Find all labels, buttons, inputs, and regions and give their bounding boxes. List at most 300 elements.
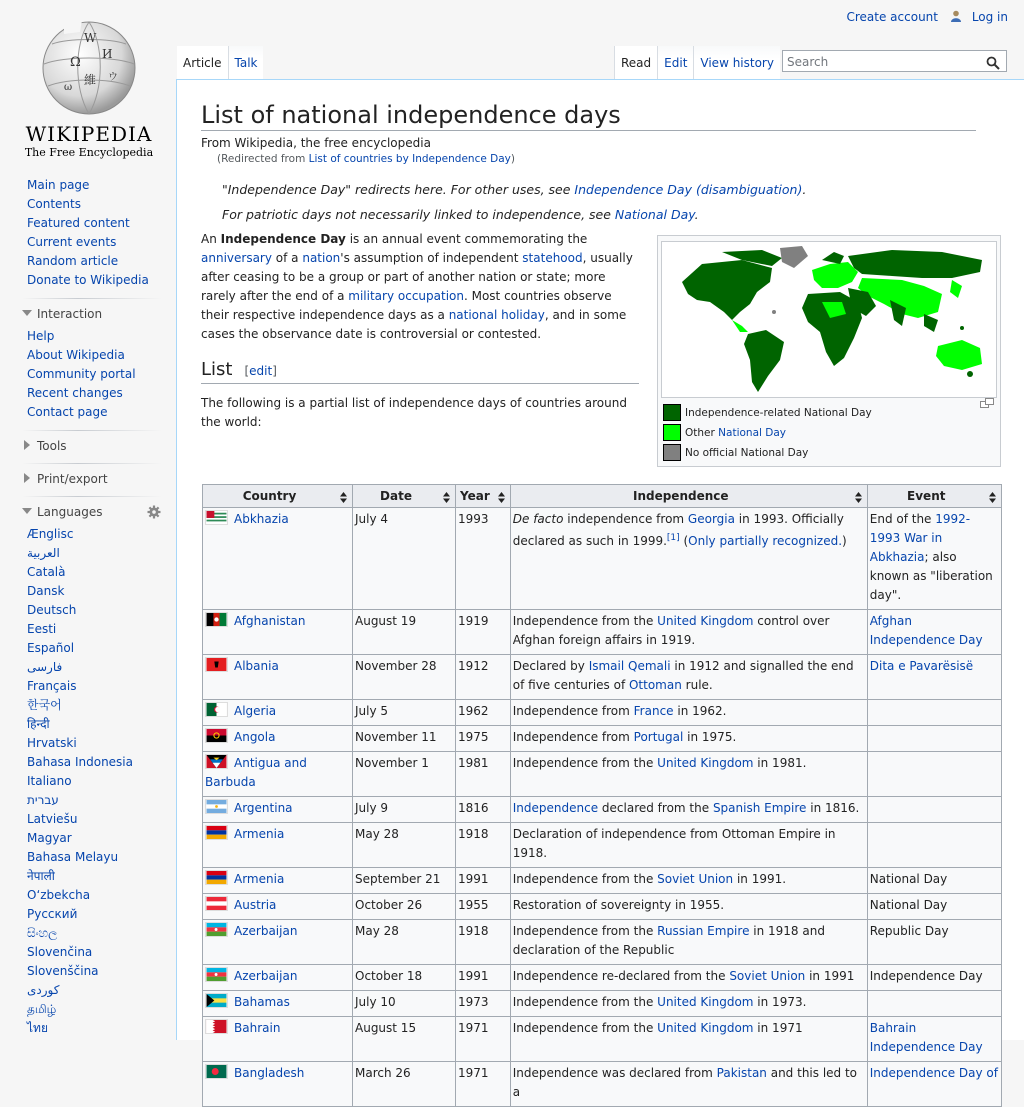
languages-heading[interactable]: Languages xyxy=(22,503,161,521)
wikipedia-logo[interactable] xyxy=(22,14,156,159)
country-link[interactable]: Bahrain xyxy=(234,1021,281,1035)
section-edit: [edit] xyxy=(244,364,277,378)
country-cell xyxy=(203,797,353,823)
user-icon xyxy=(950,10,962,22)
cell-link[interactable]: United Kingdom xyxy=(657,1021,754,1035)
cell-text: in 1971 xyxy=(753,1021,803,1035)
independence-cell xyxy=(510,1062,867,1107)
sidebar-item-current-events[interactable]: Current events xyxy=(27,235,117,249)
cell-link[interactable]: Bahrain Independence Day xyxy=(869,1021,983,1054)
language-link[interactable]: Latviešu xyxy=(27,812,78,826)
language-item xyxy=(27,525,176,544)
logo-tagline: The Free Encyclopedia xyxy=(24,146,154,159)
language-link[interactable]: Dansk xyxy=(27,584,65,598)
site-subtitle: From Wikipedia, the free encyclopedia xyxy=(201,136,431,150)
collapsed-arrow-icon xyxy=(24,473,30,483)
year-cell: 1975 xyxy=(456,726,511,752)
year-cell: 1816 xyxy=(456,797,511,823)
cell-link[interactable]: Georgia xyxy=(687,512,735,526)
language-link[interactable]: فارسی xyxy=(27,660,63,674)
cell-text: in 1912 and signalled the end of five centuries of xyxy=(512,659,854,692)
language-link[interactable]: தமிழ் xyxy=(27,1002,57,1016)
interaction-menu xyxy=(0,327,176,422)
year-cell: 1918 xyxy=(456,920,511,965)
azerbaijan-flag-icon[interactable] xyxy=(205,922,228,937)
table-row xyxy=(203,991,1002,1017)
sidebar-item-featured-content[interactable]: Featured content xyxy=(27,216,130,230)
cell-text: in 1918 and declaration of the Republic xyxy=(512,924,825,957)
language-item xyxy=(27,810,176,829)
svg-text:維: 維 xyxy=(84,73,97,87)
date-cell: August 19 xyxy=(353,610,456,655)
language-item xyxy=(27,905,176,924)
language-link[interactable]: Eesti xyxy=(27,622,57,636)
language-item xyxy=(27,829,176,848)
legend-national-day-link[interactable]: National Day xyxy=(718,426,786,439)
cell-text: Independence Day xyxy=(869,969,983,983)
country-cell xyxy=(203,508,353,610)
country-link[interactable]: Algeria xyxy=(234,704,277,718)
event-cell xyxy=(867,752,1001,797)
country-link[interactable]: Albania xyxy=(234,659,279,673)
date-header[interactable]: Date xyxy=(353,485,456,508)
country-header[interactable]: Country xyxy=(203,485,353,508)
logo-wordmark: WIKIPEDIA xyxy=(25,122,153,146)
bahrain-flag-icon[interactable] xyxy=(205,1019,228,1034)
tab-view-history[interactable]: View history xyxy=(694,46,780,79)
language-link[interactable]: Español xyxy=(27,641,75,655)
language-item xyxy=(27,962,176,981)
cell-link[interactable]: Russian Empire xyxy=(657,924,750,938)
create-account-link[interactable]: Create account xyxy=(846,10,938,24)
anniversary-link[interactable]: anniversary xyxy=(201,251,272,265)
cell-text: ( xyxy=(679,534,689,548)
austria-flag-icon[interactable] xyxy=(205,896,228,911)
cell-text: ; also known as "liberation day". xyxy=(869,550,993,602)
national-holiday-link[interactable]: national holiday xyxy=(448,308,545,322)
gear-icon[interactable] xyxy=(147,505,161,519)
cell-link[interactable]: Dita e Pavarësisë xyxy=(869,659,974,673)
year-cell: 1971 xyxy=(456,1017,511,1062)
date-cell: September 21 xyxy=(353,868,456,894)
year-cell: 1991 xyxy=(456,965,511,991)
cell-link[interactable]: Ottoman xyxy=(628,678,682,692)
page-title: List of national independence days xyxy=(201,100,976,131)
cell-link[interactable]: Afghan Independence Day xyxy=(869,614,983,647)
cell-link[interactable]: Portugal xyxy=(633,730,684,744)
cell-link[interactable]: Spanish Empire xyxy=(712,801,807,815)
sidebar-item-community-portal[interactable]: Community portal xyxy=(27,367,136,381)
statehood-link[interactable]: statehood xyxy=(522,251,583,265)
language-item xyxy=(27,677,176,696)
table-row xyxy=(203,920,1002,965)
language-item xyxy=(27,753,176,772)
event-cell xyxy=(867,1017,1001,1062)
language-link[interactable]: Bahasa Indonesia xyxy=(27,755,133,769)
language-item xyxy=(27,848,176,867)
abkhazia-flag-icon[interactable] xyxy=(205,510,228,525)
language-item xyxy=(27,601,176,620)
language-link[interactable]: Català xyxy=(27,565,66,579)
language-link[interactable]: 한국어 xyxy=(27,698,62,712)
sidebar-item-help[interactable]: Help xyxy=(27,329,55,343)
country-cell xyxy=(203,1017,353,1062)
cell-text: Republic Day xyxy=(869,924,949,938)
country-link[interactable]: Azerbaijan xyxy=(234,969,298,983)
country-cell xyxy=(203,655,353,700)
language-item xyxy=(27,582,176,601)
language-link[interactable]: O‘zbekcha xyxy=(27,888,91,902)
language-link[interactable]: עברית xyxy=(27,793,59,807)
language-item xyxy=(27,658,176,677)
independence-cell xyxy=(510,752,867,797)
language-item xyxy=(27,563,176,582)
date-cell: November 1 xyxy=(353,752,456,797)
language-item xyxy=(27,943,176,962)
hatnote-disambiguation: "Independence Day" redirects here. For other uses, see Independence Day (disambiguation). xyxy=(222,182,807,197)
bahamas-flag-icon[interactable] xyxy=(205,993,228,1008)
tab-article[interactable]: Article xyxy=(177,46,229,79)
independence-cell xyxy=(510,700,867,726)
svg-text:Ω: Ω xyxy=(70,55,81,70)
armenia-flag-icon[interactable] xyxy=(205,825,228,840)
albania-flag-icon[interactable] xyxy=(205,657,228,672)
print-export-heading[interactable]: Print/export xyxy=(22,470,176,488)
language-link[interactable]: Français xyxy=(27,679,77,693)
cell-link[interactable]: Only partially recognized. xyxy=(688,534,843,548)
event-cell xyxy=(867,894,1001,920)
event-cell xyxy=(867,797,1001,823)
language-item xyxy=(27,772,176,791)
tools-heading[interactable]: Tools xyxy=(22,437,176,455)
cell-link[interactable]: Independence xyxy=(512,801,599,815)
language-link[interactable]: العربية xyxy=(27,546,60,560)
tab-talk[interactable]: Talk xyxy=(229,46,264,79)
independence-days-table xyxy=(202,484,1002,1107)
country-cell xyxy=(203,894,353,920)
event-cell xyxy=(867,700,1001,726)
language-item xyxy=(27,696,176,715)
language-link[interactable]: ไทย xyxy=(27,1021,48,1035)
cell-text: in 1816. xyxy=(806,801,860,815)
independence-cell xyxy=(510,920,867,965)
nation-link[interactable]: nation xyxy=(302,251,341,265)
puzzle-globe-icon xyxy=(34,14,144,116)
language-link[interactable]: नेपाली xyxy=(27,869,55,883)
cell-text: Declaration of independence from Ottoman Empire in 1918. xyxy=(512,827,836,860)
language-item xyxy=(27,886,176,905)
date-cell: July 5 xyxy=(353,700,456,726)
armenia-flag-icon[interactable] xyxy=(205,870,228,885)
cell-text: Independence from the xyxy=(512,756,658,770)
disambiguation-link[interactable]: Independence Day (disambiguation) xyxy=(574,182,803,197)
view-tabs xyxy=(614,46,780,79)
svg-text:ウ: ウ xyxy=(108,72,118,83)
country-link[interactable]: Armenia xyxy=(234,872,285,886)
cell-link[interactable]: Soviet Union xyxy=(657,872,734,886)
language-item xyxy=(27,791,176,810)
event-cell xyxy=(867,610,1001,655)
date-cell: November 28 xyxy=(353,655,456,700)
year-header[interactable]: Year xyxy=(456,485,511,508)
event-header[interactable]: Event xyxy=(867,485,1001,508)
country-link[interactable]: Azerbaijan xyxy=(234,924,298,938)
independence-cell xyxy=(510,508,867,610)
table-row xyxy=(203,1017,1002,1062)
legend-swatch xyxy=(663,404,681,421)
sidebar-item-about[interactable]: About Wikipedia xyxy=(27,348,125,362)
enlarge-icon[interactable] xyxy=(980,398,994,408)
independence-cell xyxy=(510,1017,867,1062)
year-cell: 1962 xyxy=(456,700,511,726)
cell-text: Independence from xyxy=(512,730,634,744)
cell-link[interactable]: 1992-1993 War in Abkhazia xyxy=(869,512,971,564)
personal-tools xyxy=(838,10,1008,24)
cell-text: Independence re-declared from the xyxy=(512,969,730,983)
language-link[interactable]: کوردی xyxy=(27,983,60,997)
independence-cell xyxy=(510,610,867,655)
language-link[interactable]: Deutsch xyxy=(27,603,77,617)
cell-text: Independence was declared from xyxy=(512,1066,717,1080)
table-body xyxy=(203,508,1002,1107)
svg-text:ω: ω xyxy=(64,82,73,93)
independence-cell xyxy=(510,894,867,920)
sidebar-item-contact-page[interactable]: Contact page xyxy=(27,405,108,419)
legend-other: Other National Day xyxy=(663,424,786,441)
cell-text: control over Afghan foreign affairs in 1919. xyxy=(512,614,830,647)
table-row xyxy=(203,508,1002,610)
svg-text:И: И xyxy=(102,47,113,61)
language-link[interactable]: हिन्दी xyxy=(27,717,50,731)
argentina-flag-icon[interactable] xyxy=(205,799,228,814)
cell-link[interactable]: Ismail Qemali xyxy=(588,659,671,673)
sort-icon xyxy=(498,492,505,503)
sidebar-navigation xyxy=(0,176,176,290)
table-row xyxy=(203,1062,1002,1107)
redirect-link[interactable]: List of countries by Independence Day xyxy=(308,153,511,165)
sidebar xyxy=(0,176,176,1038)
cell-text: Independence from the xyxy=(512,1021,658,1035)
cell-text: Independence from the xyxy=(512,995,658,1009)
cell-text: in 1991 xyxy=(805,969,855,983)
date-cell: May 28 xyxy=(353,823,456,868)
country-link[interactable]: Abkhazia xyxy=(234,512,289,526)
country-link[interactable]: Angola xyxy=(234,730,276,744)
tab-edit[interactable]: Edit xyxy=(658,46,694,79)
year-cell: 1981 xyxy=(456,752,511,797)
military-occupation-link[interactable]: military occupation xyxy=(348,289,464,303)
algeria-flag-icon[interactable] xyxy=(205,702,228,717)
expanded-arrow-icon xyxy=(22,310,32,316)
table-row xyxy=(203,797,1002,823)
sidebar-item-main-page[interactable]: Main page xyxy=(27,178,90,192)
sidebar-divider xyxy=(22,430,162,431)
national-day-link[interactable]: National Day xyxy=(614,207,695,222)
independence-cell xyxy=(510,965,867,991)
independence-cell xyxy=(510,797,867,823)
cell-italic: De facto xyxy=(512,512,564,526)
cell-link[interactable]: United Kingdom xyxy=(657,756,754,770)
language-list xyxy=(0,525,176,1038)
login-link[interactable]: Log in xyxy=(950,10,1008,24)
event-cell xyxy=(867,1062,1001,1107)
language-link[interactable]: Ænglisc xyxy=(27,527,74,541)
year-cell: 1993 xyxy=(456,508,511,610)
afghanistan-flag-icon[interactable] xyxy=(205,612,228,627)
section-intro: The following is a partial list of independence days of countries around the world: xyxy=(201,396,627,429)
date-cell: October 26 xyxy=(353,894,456,920)
cell-text: End of the xyxy=(869,512,936,526)
country-link[interactable]: Armenia xyxy=(234,827,285,841)
svg-text:W: W xyxy=(84,31,97,45)
sidebar-item-donate[interactable]: Donate to Wikipedia xyxy=(27,273,149,287)
independence-cell xyxy=(510,726,867,752)
sort-icon xyxy=(340,492,347,503)
intro-paragraph: An Independence Day is an annual event commemorating the anniversary of a nation's assumption of independent statehood, usually after ceasing to be a group or part of another nation or state; more rarely after the end of a military occupation. Most countries observe their respective independence days as a national holiday, and in some cases the observance date is controversial or contested. xyxy=(201,232,633,341)
cell-text: Independence from the xyxy=(512,614,658,628)
year-cell: 1912 xyxy=(456,655,511,700)
legend-none: No official National Day xyxy=(663,444,808,461)
date-cell: August 15 xyxy=(353,1017,456,1062)
bangladesh-flag-icon[interactable] xyxy=(205,1064,228,1079)
year-cell: 1991 xyxy=(456,868,511,894)
language-item xyxy=(27,639,176,658)
cell-text: ) xyxy=(842,534,847,548)
language-item xyxy=(27,867,176,886)
independence-header[interactable]: Independence xyxy=(510,485,867,508)
language-item xyxy=(27,734,176,753)
country-cell xyxy=(203,726,353,752)
independence-cell xyxy=(510,823,867,868)
event-cell xyxy=(867,726,1001,752)
language-link[interactable]: Bahasa Melayu xyxy=(27,850,119,864)
language-item xyxy=(27,620,176,639)
date-cell: July 9 xyxy=(353,797,456,823)
date-cell: July 10 xyxy=(353,991,456,1017)
cell-link[interactable]: France xyxy=(633,704,674,718)
sidebar-item-recent-changes[interactable]: Recent changes xyxy=(27,386,123,400)
legend-independence: Independence-related National Day xyxy=(663,404,872,421)
language-link[interactable]: Русский xyxy=(27,907,78,921)
azerbaijan-flag-icon[interactable] xyxy=(205,967,228,982)
interaction-heading[interactable]: Interaction xyxy=(22,305,176,323)
year-cell: 1955 xyxy=(456,894,511,920)
country-link[interactable]: Bangladesh xyxy=(234,1066,305,1080)
main-content xyxy=(176,79,1024,1099)
language-link[interactable]: Slovenčina xyxy=(27,945,93,959)
cell-link[interactable]: United Kingdom xyxy=(657,614,754,628)
search-icon[interactable] xyxy=(986,56,1000,70)
world-map-icon xyxy=(662,242,996,397)
angola-flag-icon[interactable] xyxy=(205,728,228,743)
table-row xyxy=(203,610,1002,655)
sort-icon xyxy=(989,492,996,503)
search-input[interactable] xyxy=(783,52,981,72)
language-link[interactable]: සිංහල xyxy=(27,926,58,940)
sidebar-item-random-article[interactable]: Random article xyxy=(27,254,119,268)
tab-read[interactable]: Read xyxy=(614,46,658,79)
language-link[interactable]: Magyar xyxy=(27,831,72,845)
sidebar-divider xyxy=(22,496,162,497)
cell-text: National Day xyxy=(869,872,948,886)
cell-link[interactable]: Independence Day of xyxy=(869,1066,998,1080)
cell-text: rule. xyxy=(681,678,713,692)
language-item xyxy=(27,715,176,734)
search-box xyxy=(782,50,1007,72)
event-cell xyxy=(867,868,1001,894)
date-cell: July 4 xyxy=(353,508,456,610)
language-item xyxy=(27,1000,176,1019)
collapsed-arrow-icon xyxy=(24,440,30,450)
country-link[interactable]: Argentina xyxy=(234,801,293,815)
antigua-flag-icon[interactable] xyxy=(205,754,228,769)
cell-text: in 1962. xyxy=(673,704,727,718)
country-link[interactable]: Austria xyxy=(234,898,277,912)
sidebar-divider xyxy=(22,298,162,299)
event-cell xyxy=(867,508,1001,610)
legend-swatch xyxy=(663,424,681,441)
country-cell xyxy=(203,920,353,965)
event-cell xyxy=(867,920,1001,965)
country-link[interactable]: Bahamas xyxy=(234,995,290,1009)
date-cell: November 11 xyxy=(353,726,456,752)
date-cell: October 18 xyxy=(353,965,456,991)
section-edit-link[interactable]: edit xyxy=(249,364,273,378)
cell-text: in 1981. xyxy=(753,756,807,770)
language-item xyxy=(27,924,176,943)
year-cell: 1918 xyxy=(456,823,511,868)
cell-link[interactable]: Pakistan xyxy=(716,1066,767,1080)
date-cell: May 28 xyxy=(353,920,456,965)
table-row xyxy=(203,868,1002,894)
event-cell xyxy=(867,655,1001,700)
independence-cell xyxy=(510,991,867,1017)
country-link[interactable]: Afghanistan xyxy=(234,614,306,628)
language-link[interactable]: Slovenščina xyxy=(27,964,99,978)
sort-icon xyxy=(855,492,862,503)
legend-swatch xyxy=(663,444,681,461)
cell-text: Independence from the xyxy=(512,872,658,886)
cell-link[interactable]: United Kingdom xyxy=(657,995,754,1009)
reference-link[interactable]: [1] xyxy=(666,533,680,543)
table-row xyxy=(203,965,1002,991)
cell-text: and this led to a xyxy=(512,1066,858,1099)
world-map-image[interactable] xyxy=(661,241,997,398)
language-link[interactable]: Italiano xyxy=(27,774,72,788)
year-cell: 1971 xyxy=(456,1062,511,1107)
table-row xyxy=(203,894,1002,920)
cell-text: in 1991. xyxy=(733,872,787,886)
cell-text: National Day xyxy=(869,898,948,912)
independence-cell xyxy=(510,655,867,700)
language-item xyxy=(27,1019,176,1038)
section-heading-list: List [edit] xyxy=(201,358,639,384)
cell-text: Restoration of sovereignty in 1955. xyxy=(512,898,725,912)
language-link[interactable]: Hrvatski xyxy=(27,736,77,750)
independence-cell xyxy=(510,868,867,894)
sidebar-item-contents[interactable]: Contents xyxy=(27,197,81,211)
country-cell xyxy=(203,700,353,726)
cell-text: independence from xyxy=(563,512,688,526)
event-cell xyxy=(867,965,1001,991)
year-cell: 1973 xyxy=(456,991,511,1017)
country-link[interactable]: Antigua and Barbuda xyxy=(205,756,307,789)
date-cell: March 26 xyxy=(353,1062,456,1107)
cell-link[interactable]: Soviet Union xyxy=(729,969,806,983)
event-cell xyxy=(867,823,1001,868)
year-cell: 1919 xyxy=(456,610,511,655)
table-row xyxy=(203,655,1002,700)
